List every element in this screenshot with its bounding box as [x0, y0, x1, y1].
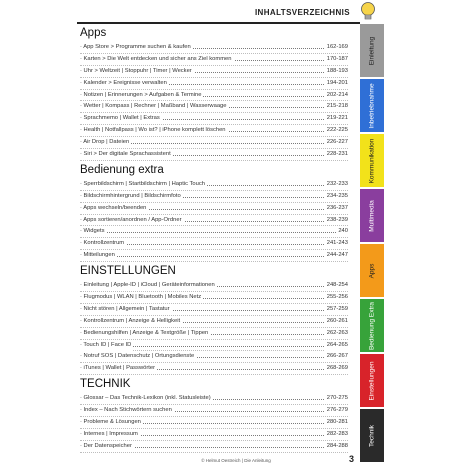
- toc-entry[interactable]: [80, 215, 348, 227]
- toc-content: [80, 24, 348, 453]
- tab-label: Kommunikation: [368, 138, 376, 183]
- entry-label: · Kontrollzentrum | Anzeige & Helligkeit: [80, 316, 182, 327]
- entry-label: · Air Drop | Dateien: [80, 137, 131, 148]
- toc-entry[interactable]: [80, 137, 348, 149]
- footer-copyright: © Helmut Oestreich | Die Anleitung: [201, 458, 271, 463]
- toc-entry[interactable]: [80, 191, 348, 203]
- entry-label: · Probleme & Lösungen: [80, 417, 143, 428]
- toc-entry[interactable]: [80, 125, 348, 137]
- page-number: 3: [349, 454, 355, 464]
- entry-label: · Internes | Impressum: [80, 429, 140, 440]
- entry-label: · Bildschirmhintergrund | Bildschirmfoto: [80, 191, 183, 202]
- entry-label: · App Store > Programme suchen & kaufen: [80, 42, 193, 53]
- entry-pages: 226-227: [325, 137, 348, 148]
- toc-entry[interactable]: [80, 113, 348, 125]
- entry-pages: 170-187: [325, 54, 348, 65]
- entry-pages: 202-214: [325, 90, 348, 101]
- entry-pages: 264-265: [325, 340, 348, 351]
- entry-pages: 232-233: [325, 179, 348, 190]
- entry-label: · Notizen | Erinnerungen > Aufgaben & Termine: [80, 90, 203, 101]
- toc-entry[interactable]: [80, 417, 348, 429]
- entry-pages: 280-281: [325, 417, 348, 428]
- toc-entry[interactable]: [80, 405, 348, 417]
- entry-pages: 260-261: [325, 316, 348, 327]
- dot-leader: [80, 256, 348, 257]
- tab-label: Einstellungen: [368, 360, 376, 401]
- entry-label: · Bedienungshilfen | Anzeige & Textgröße | Tippen: [80, 328, 210, 339]
- toc-entry[interactable]: [80, 203, 348, 215]
- entry-pages: 215-218: [325, 101, 348, 112]
- tab-inbetriebnahme[interactable]: [360, 79, 384, 132]
- lightbulb-icon: [358, 1, 378, 23]
- tab-einleitung[interactable]: [360, 24, 384, 77]
- entry-pages: 282-283: [325, 429, 348, 440]
- toc-entry[interactable]: [80, 226, 348, 238]
- entry-pages: 219-221: [325, 113, 348, 124]
- toc-entry[interactable]: [80, 328, 348, 340]
- entry-pages: 284-288: [325, 441, 348, 452]
- entry-label: · Kontrollzentrum: [80, 238, 126, 249]
- entry-pages: 257-259: [325, 304, 348, 315]
- toc-entry[interactable]: [80, 238, 348, 250]
- entry-label: · Glossar – Das Technik-Lexikon (inkl. Statusleiste): [80, 393, 213, 404]
- chapter-tabs: [360, 24, 384, 464]
- entry-label: · Health | Notfallpass | Wo ist? | iPhone komplett löschen: [80, 125, 228, 136]
- entry-label: · Karten > Die Welt entdecken und sicher ans Ziel kommen: [80, 54, 234, 65]
- entry-pages: 270-275: [325, 393, 348, 404]
- entry-label: · Uhr > Weltzeit | Stoppuhr | Timer | Wecker: [80, 66, 194, 77]
- entry-label: · Touch ID | Face ID: [80, 340, 133, 351]
- entry-label: · Einleitung | Apple-ID | iCloud | Geräteinformationen: [80, 280, 217, 291]
- toc-section-technik: [80, 378, 348, 452]
- toc-entry[interactable]: [80, 179, 348, 191]
- toc-entry[interactable]: [80, 316, 348, 328]
- entry-pages: 240: [336, 226, 348, 237]
- entry-pages: 266-267: [325, 351, 348, 362]
- tab-technik[interactable]: [360, 409, 384, 462]
- page-title: INHALTSVERZEICHNIS: [254, 8, 350, 17]
- toc-entry[interactable]: [80, 441, 348, 453]
- entry-pages: 238-239: [325, 215, 348, 226]
- toc-entry[interactable]: [80, 351, 348, 363]
- entry-pages: 194-201: [325, 78, 348, 89]
- entry-pages: 244-247: [325, 250, 348, 261]
- entry-label: · Widgets: [80, 226, 106, 237]
- toc-entry[interactable]: [80, 292, 348, 304]
- entry-label: · Nicht stören | Allgemein | Tastatur: [80, 304, 172, 315]
- toc-entry[interactable]: [80, 66, 348, 78]
- toc-entry[interactable]: [80, 429, 348, 441]
- toc-entry[interactable]: [80, 78, 348, 90]
- tab-multimedia[interactable]: [360, 189, 384, 242]
- tab-kommunikation[interactable]: [360, 134, 384, 187]
- entry-label: · Der Datenspeicher: [80, 441, 134, 452]
- section-title: TECHNIK: [80, 378, 131, 391]
- toc-entry[interactable]: [80, 90, 348, 102]
- entry-pages: 188-193: [325, 66, 348, 77]
- tab-label: Technik: [368, 424, 376, 447]
- entry-pages: 262-263: [325, 328, 348, 339]
- entry-pages: 236-237: [325, 203, 348, 214]
- toc-section-apps: [80, 27, 348, 161]
- tab-apps[interactable]: [360, 244, 384, 297]
- entry-label: · Notruf SOS | Datenschutz | Ortungsdienste: [80, 351, 196, 362]
- entry-label: · iTunes | Wallet | Passwörter: [80, 363, 157, 374]
- entry-label: · Sprachmemo | Wallet | Extras: [80, 113, 162, 124]
- toc-entry[interactable]: [80, 280, 348, 292]
- tab-label: Multimedia: [368, 199, 376, 232]
- tab-einstellungen[interactable]: [360, 354, 384, 407]
- tab-label: Apps: [368, 263, 376, 278]
- entry-pages: 228-231: [325, 149, 348, 160]
- tab-label: Inbetriebnahme: [368, 82, 376, 129]
- section-title: EINSTELLUNGEN: [80, 265, 176, 278]
- entry-label: · Siri > Der digitale Sprachassistent: [80, 149, 173, 160]
- entry-label: · Wetter | Kompass | Rechner | Maßband | Wasserwaage: [80, 101, 229, 112]
- entry-label: · Apps sortieren/anordnen / App-Ordner: [80, 215, 184, 226]
- toc-section-bedienung-extra: [80, 164, 348, 262]
- toc-entry[interactable]: [80, 304, 348, 316]
- tab-label: Bedienung Extra: [368, 301, 376, 350]
- tab-bedienung-extra[interactable]: [360, 299, 384, 352]
- toc-entry[interactable]: [80, 393, 348, 405]
- entry-pages: 241-243: [325, 238, 348, 249]
- toc-entry[interactable]: [80, 363, 348, 375]
- entry-pages: 276-279: [325, 405, 348, 416]
- toc-section-einstellungen: [80, 265, 348, 375]
- section-title: Bedienung extra: [80, 163, 164, 176]
- toc-entry[interactable]: [80, 54, 348, 66]
- toc-entry[interactable]: [80, 149, 348, 161]
- toc-entry[interactable]: [80, 42, 348, 54]
- entry-label: · Mitteilungen: [80, 250, 117, 261]
- tab-label: Einleitung: [368, 36, 376, 65]
- header-bar: [77, 6, 360, 24]
- entry-pages: 162-169: [325, 42, 348, 53]
- section-title: Apps: [80, 27, 107, 39]
- entry-pages: 268-269: [325, 363, 348, 374]
- entry-pages: 248-254: [325, 280, 348, 291]
- toc-entry[interactable]: [80, 250, 348, 262]
- entry-label: · Sperrbildschirm | Startbildschirm | Haptic Touch: [80, 179, 207, 190]
- toc-entry[interactable]: [80, 101, 348, 113]
- entry-pages: 222-225: [325, 125, 348, 136]
- entry-pages: 234-235: [325, 191, 348, 202]
- entry-label: · Kalender > Ereignisse verwalten: [80, 78, 169, 89]
- entry-label: · Flugmodus | WLAN | Bluetooth | Mobiles Netz: [80, 292, 203, 303]
- entry-pages: 255-256: [325, 292, 348, 303]
- entry-label: · Apps wechseln/beenden: [80, 203, 148, 214]
- toc-entry[interactable]: [80, 340, 348, 352]
- dot-leader: [80, 232, 348, 233]
- entry-label: · Index – Nach Stichwörtern suchen: [80, 405, 174, 416]
